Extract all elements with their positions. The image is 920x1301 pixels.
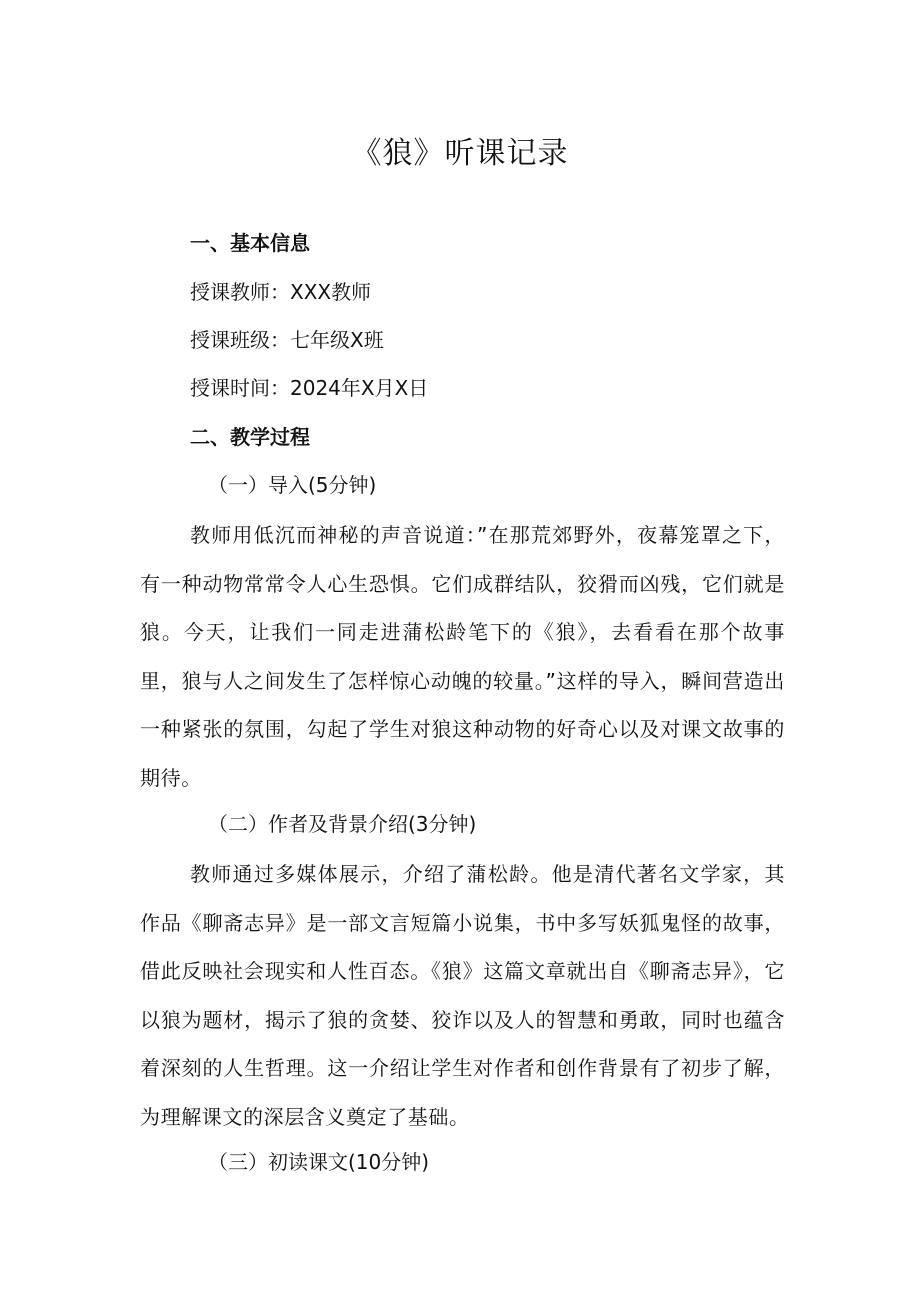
section-heading-teaching-process: 二、教学过程 xyxy=(190,425,310,449)
subsection-heading-first-reading: （三）初读课文(10分钟) xyxy=(208,1150,430,1174)
class-info: 授课班级：七年级X班 xyxy=(190,328,384,352)
section-heading-basic-info: 一、基本信息 xyxy=(190,231,310,255)
teacher-info: 授课教师：XXX教师 xyxy=(190,280,372,304)
background-paragraph: 教师通过多媒体展示，介绍了蒲松龄。他是清代著名文学家，其作品《聊斋志异》是一部文言短篇小说集，书中多写妖狐鬼怪的故事，借此反映社会现实和人性百态。《狼》这篇文章就出自《聊斋志异》，它以狼为题材，揭示了狼的贪婪、狡诈以及人的智慧和勇敢，同时也蕴含着深刻的人生哲理。这一介绍让学生对作者和创作背景有了初步了解，为理解课文的深层含义奠定了基础。 xyxy=(140,862,785,1129)
subsection-heading-background: （二）作者及背景介绍(3分钟) xyxy=(208,812,477,836)
document-title: 《狼》听课记录 xyxy=(351,136,569,171)
time-info: 授课时间：2024年X月X日 xyxy=(190,376,429,400)
intro-paragraph: 教师用低沉而神秘的声音说道：”在那荒郊野外，夜幕笼罩之下，有一种动物常常令人心生恐惧。它们成群结队，狡猾而凶残，它们就是狼。今天，让我们一同走进蒲松龄笔下的《狼》，去看看在那个故事里，狼与人之间发生了怎样惊心动魄的较量。”这样的导入，瞬间营造出一种紧张的氛围，勾起了学生对狼这种动物的好奇心以及对课文故事的期待。 xyxy=(140,523,785,790)
subsection-heading-intro: （一）导入(5分钟) xyxy=(208,473,377,497)
